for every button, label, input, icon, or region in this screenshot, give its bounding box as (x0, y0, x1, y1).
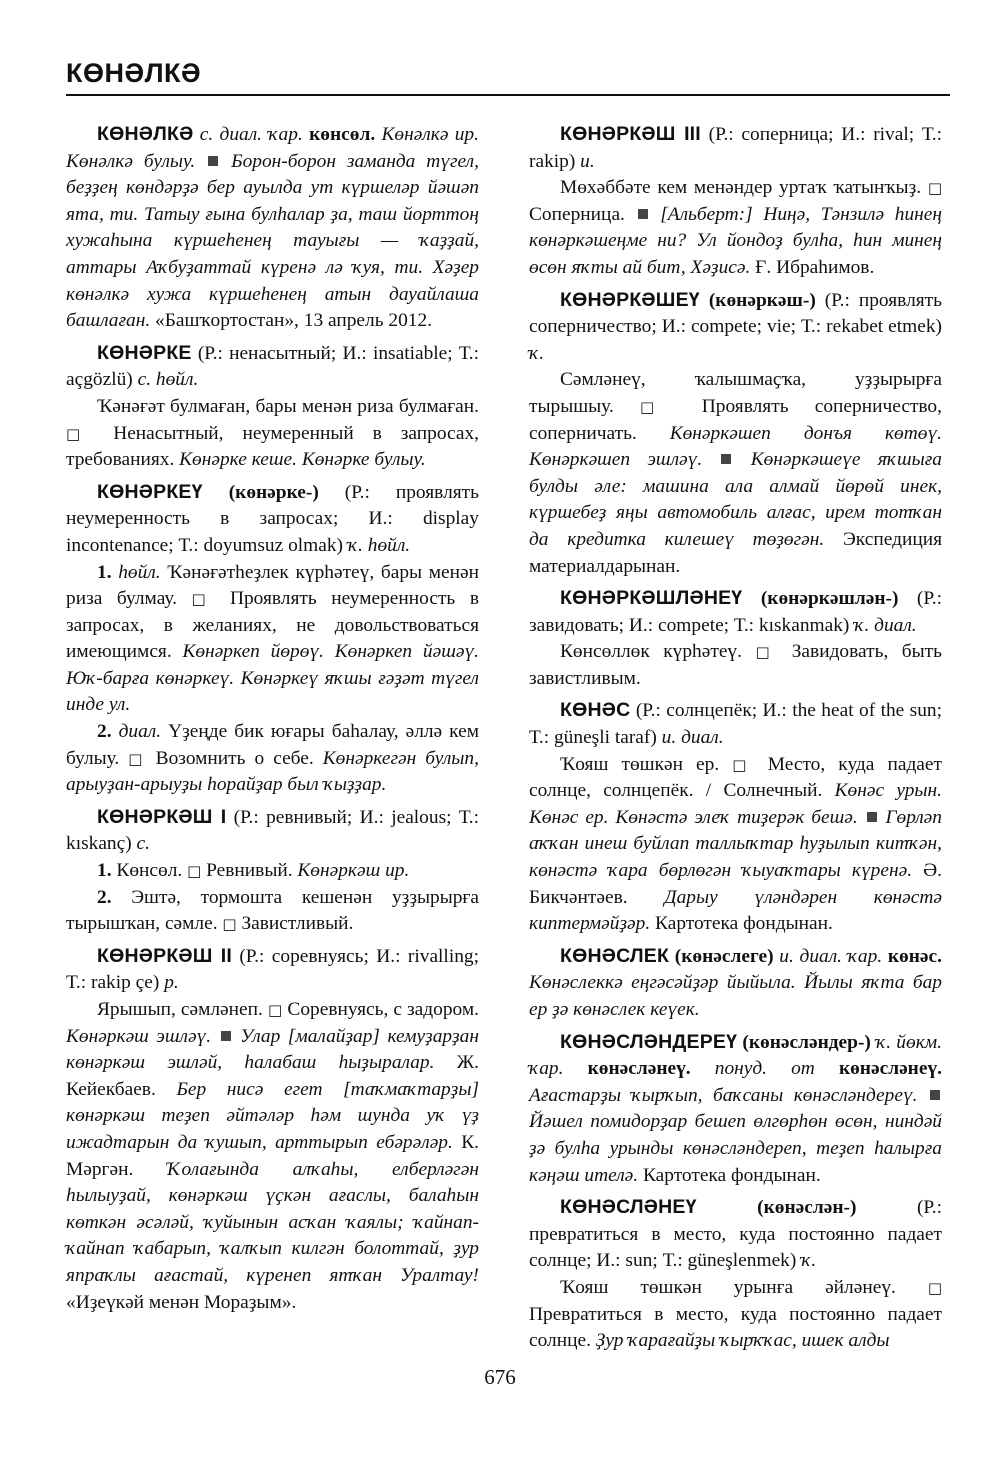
dictionary-paragraph: 2. Эштә, тормошта кешенән уҙҙырырға тырышҡан, сәмле. □ Завистливый. (66, 886, 479, 935)
page-number: 676 (484, 1365, 516, 1389)
dictionary-paragraph: Мөхәббәте кем менәндер уртаҡ ҡатынҡыҙ. □ Соперница. [Альберт:] Ниңә, Тәнзилә һинең көнәркәшеңме ни? Ул йондоҙ булһа, һин минең өсөн яҡты ай бит, Хәҙисә. Ғ. Ибраһимов. (529, 177, 942, 278)
translation-box-icon: □ (187, 862, 202, 881)
dictionary-paragraph: КӨНӘСЛӘНДЕРЕҮ (көнәсләндер-) ҡ. йөкм. ҡар. көнәсләнеү. понуд. от көнәсләнеү. Ағастарҙы ҡырҡып, баҡсаны көнәсләндереү. Йәшел помидорҙар бешеп өлгөрһөн өсөн, ниндәй ҙә булһа урынды көнәсләндереп, теҙеп һалырға кәңәш ителә. Картотека фондынан. (529, 1030, 942, 1186)
bullet-square-icon (638, 209, 648, 219)
right-column (529, 121, 942, 1355)
headword: КӨНӘСЛӘНДЕРЕҮ (560, 1030, 738, 1053)
bullet-square-icon (930, 1090, 940, 1100)
dictionary-paragraph: КӨНӘРКӘШ II (Р.: соревнуясь; И.: rivalling; Т.: rakip çe) р. (66, 944, 479, 994)
headword: КӨНӘСЛЕК (560, 944, 670, 967)
dictionary-paragraph: Ярышып, сәмләнеп. □ Соревнуясь, с задором. Көнәркәш эшләү. Улар [малайҙар] кемуҙарҙан көнәркәш эшләй, һалабаш һыҙыралар. Ж. Кейекбаев. Бер нисә егет [таҡмаҡтарҙы] көнәркәш теҙеп әйтәләр һәм шунда уҡ үҙ ижадтарын да ҡушып, арттырып ебәрәләр. К. Мәргән. Ҡолағында алҡаһы, елберләгән һылыуҙай, көнәркәш үҫкән ағаслы, балаһын көткән әсәләй, ҡуйынын асҡан ҡаялы; ҡайнап-ҡайнап ҡабарып, ҡалҡып килгән болоттай, ҙур япраҡлы ағастай, күренеп ятҡан Уралтау! «Иҙеүкәй менән Мораҙым». (66, 999, 479, 1313)
headword: КӨНӘРКЕ (97, 341, 192, 364)
dictionary-paragraph: КӨНӘРКӘШ I (Р.: ревнивый; И.: jealous; Т.: kıskanç) с. (66, 805, 480, 855)
bullet-square-icon (867, 812, 877, 822)
dictionary-paragraph: 1. һөйл. Ҡәнәғәтһеҙлек күрһәтеү, бары менән риза булмау. □ Проявлять неумеренность в запросах, в желаниях, не довольствоваться имеющимся. Көнәркеп йөрөү. Көнәркеп йәшәү. Юҡ-барға көнәркеү. Көнәркеү яҡшы ғәҙәт түгел инде ул. (66, 561, 479, 716)
dictionary-paragraph: КӨНӘСЛӘНЕҮ (көнәслән-) (Р.: превратиться в место, куда постоянно падает солнце; И.: sun; Т.: güneşlenmek) ҡ. (529, 1196, 942, 1272)
headword: КӨНӘРКӘШЛӘНЕҮ (560, 587, 743, 610)
translation-box-icon: □ (222, 915, 237, 934)
dictionary-paragraph: Ҡояш төшкән урынға әйләнеү. □ Превратиться в место, куда постоянно падает солнце. Ҙур ҡарағайҙы ҡырҡҡас, ишек алды (529, 1276, 942, 1352)
translation-box-icon: □ (732, 755, 755, 774)
headword: КӨНӘСЛӘНЕҮ (560, 1196, 697, 1219)
dictionary-paragraph: Ҡояш төшкән ер. □ Место, куда падает солнце, солнцепёк. / Солнечный. Көнәс урын. Көнәс ер. Көнәстә элеҡ тиҙерәк бешә. Гөрләп аҡҡан инеш буйлап таллыҡтар һуҙылып китҡән, көнәстә ҡара бөрлөгән ҡыуаҡтары күренә. Ә. Бикчәнтәев. Дарыу үләндәрен көнәстә киптермәйҙәр. Картотека фондынан. (529, 753, 942, 935)
headword: КӨНӘРКӘШЕҮ (560, 288, 700, 311)
translation-box-icon: □ (66, 424, 95, 443)
translation-box-icon: □ (267, 1001, 283, 1019)
bullet-square-icon (208, 156, 218, 166)
dictionary-paragraph: КӨНӘСЛЕК (көнәслеге) и. диал. ҡар. көнәс. Көнәслеккә еңгәсәйҙәр йыйыла. Йылы яҡта бар ер ҙә көнәслек кеүек. (529, 944, 942, 1020)
dictionary-paragraph: Көнсөллөк күрһәтеү. □ Завидовать, быть завистливым. (529, 641, 942, 689)
dictionary-paragraph: КӨНӘРКӘШ III (Р.: соперница; И.: rival; Т.: rakip) и. (529, 123, 942, 172)
headword: КӨНӘРКӘШ I (97, 805, 227, 828)
dictionary-paragraph: 1. Көнсөл. □ Ревнивый. Көнәркәш ир. (97, 860, 410, 882)
headword: КӨНӘРКӘШ III (560, 123, 701, 145)
dictionary-paragraph: КӨНӘРКӘШЕҮ (көнәркәш-) (Р.: проявлять соперничество; И.: compete; vie; Т.: rekabet etmek) ҡ. (529, 288, 942, 364)
translation-box-icon: □ (755, 643, 779, 662)
header-rule (66, 94, 950, 96)
bullet-square-icon (221, 1031, 231, 1041)
dictionary-paragraph: 2. диал. Үҙеңде бик юғары баһалау, әллә кем булыу. □ Возомнить о себе. Көнәркегән булып, арыуҙан-арыуҙы һорайҙар был ҡыҙҙар. (66, 721, 479, 796)
dictionary-paragraph: КӨНӘРКЕ (Р.: ненасытный; И.: insatiable; Т.: açgözlü) с. һөйл. (66, 341, 479, 391)
dictionary-paragraph: Ҡәнәғәт булмаған, бары менән риза булмаған. □ Ненасытный, неумеренный в запросах, требованиях. Көнәрке кеше. Көнәрке булыу. (66, 395, 479, 471)
headword: КӨНӘРКӘШ II (97, 944, 232, 967)
headword: КӨНӘС (560, 699, 631, 722)
bullet-square-icon (721, 454, 731, 464)
left-column (66, 121, 479, 1316)
running-head: КӨНӘЛКӘ (66, 58, 202, 88)
dictionary-paragraph: КӨНӘС (Р.: солнцепёк; И.: the heat of the sun; Т.: güneşli taraf) и. диал. (529, 699, 942, 749)
dictionary-paragraph: КӨНӘРКӘШЛӘНЕҮ (көнәркәшлән-) (Р.: завидовать; И.: compete; Т.: kıskanmak) ҡ. диал. (529, 587, 942, 636)
dictionary-paragraph: Сәмләнеү, ҡалышмаҫҡа, уҙҙырырға тырышыу. □ Проявлять соперничество, соперничать. Көнәркәшеп донъя көтөү. Көнәркәшеп эшләү. Көнәркәшеүе яҡшыға булды әле: машина ала алмай йөрөй инек, күршебеҙ яңы автомобиль алғас, ирем тотҡан да кредитка килешеү төҙөгән. Экспедиция материалдарынан. (529, 369, 942, 577)
translation-box-icon: □ (191, 590, 216, 609)
dictionary-paragraph: КӨНӘЛКӘ с. диал. ҡар. көнсөл. Көнәлкә ир. Көнәлкә булыу. Борон-борон заманда түгел, беҙҙең көндәрҙә бер ауылда ут күршеләр йәшәп ята, ти. Татыу ғына булһалар ҙа, таш йорттоң хужаһына күршеһенең тауығы — ҡаҙҙай, аттары Аҡбуҙаттай күренә лә ҡуя, ти. Хәҙер көнәлкә хужа күршеһенең атын дауайлаша башлаған. «Башҡортостан», 13 апрель 2012. (66, 123, 479, 332)
dictionary-paragraph: КӨНӘРКЕҮ (көнәрке-) (Р.: проявлять неумеренность в запросах; И.: display incontenance; Т.: doyumsuz olmak) ҡ. һөйл. (66, 480, 479, 556)
translation-box-icon: □ (927, 1278, 942, 1297)
translation-box-icon: □ (640, 397, 676, 416)
headword: КӨНӘРКЕҮ (97, 480, 203, 503)
headword: КӨНӘЛКӘ (97, 123, 194, 145)
translation-box-icon: □ (128, 749, 147, 768)
translation-box-icon: □ (927, 179, 942, 198)
